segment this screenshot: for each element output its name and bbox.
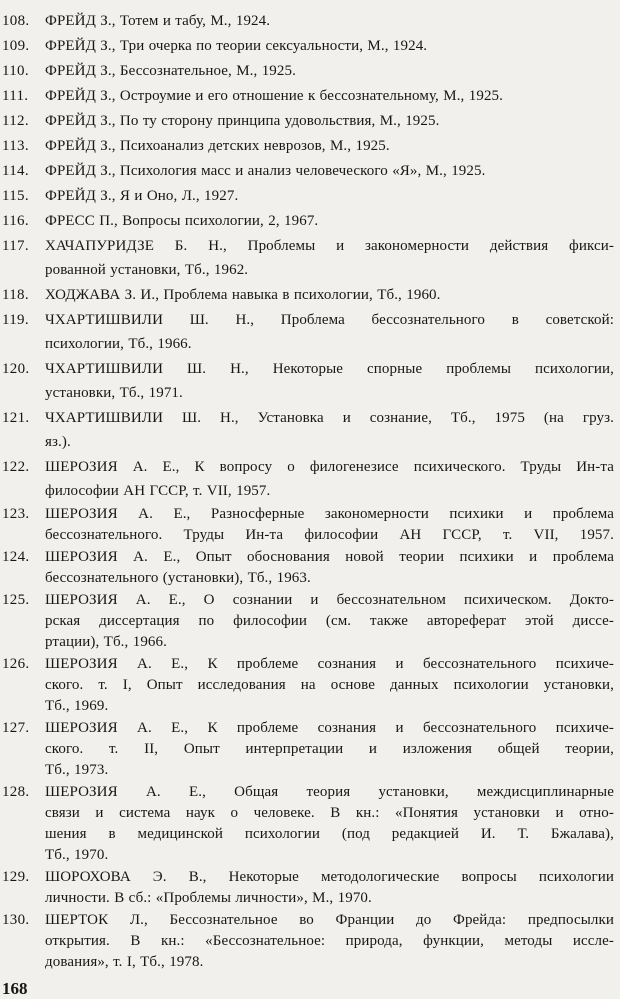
entry-text [45, 234, 614, 282]
entry-line: Тб., 1973. [45, 762, 109, 778]
entry-line: ХАЧАПУРИДЗЕ Б. Н., Проблемы и закономерности действия фикси- [45, 238, 614, 254]
bibliography-entry [0, 867, 614, 909]
entry-text [45, 504, 614, 546]
entry-text [45, 184, 614, 208]
entry-line: бессознательного (установки), Тб., 1963. [45, 570, 311, 586]
entry-line: ского. т. II, Опыт интерпретации и изложения общей теории, [45, 741, 614, 757]
entry-number: 114. [2, 163, 29, 179]
entry-line: ХОДЖАВА З. И., Проблема навыка в психологии, Тб., 1960. [45, 287, 441, 303]
entry-line: ФРЕЙД З., Психология масс и анализ человеческого «Я», М., 1925. [45, 163, 486, 179]
entry-number: 123. [2, 506, 30, 522]
entry-line: ШЕРОЗИЯ А. Е., Разносферные закономерности психики и проблема [45, 506, 614, 522]
entry-text [45, 718, 614, 781]
entry-text [45, 867, 614, 909]
entry-number: 119. [2, 312, 29, 328]
entry-number: 126. [2, 656, 30, 672]
entry-text [45, 159, 614, 183]
entry-text [45, 84, 614, 108]
entry-line: ЧХАРТИШВИЛИ Ш. Н., Установка и сознание, Тб., 1975 (на груз. [45, 410, 614, 426]
bibliography-entry [0, 718, 614, 781]
entry-line: открытия. В кн.: «Бессознательное: природа, функции, методы иссле- [45, 933, 614, 949]
entry-text [45, 910, 614, 973]
entry-line: ФРЕСС П., Вопросы психологии, 2, 1967. [45, 213, 319, 229]
bibliography-entry [0, 283, 614, 307]
entry-number: 120. [2, 361, 30, 377]
entry-line: ЧХАРТИШВИЛИ Ш. Н., Некоторые спорные проблемы психологии, [45, 361, 614, 377]
entry-number: 122. [2, 459, 30, 475]
bibliography-entry [0, 184, 614, 208]
entry-line: ШЕРОЗИЯ А. Е., К вопросу о филогенезисе психического. Труды Ин-та [45, 459, 614, 475]
entry-number: 115. [2, 188, 29, 204]
entry-number: 109. [2, 38, 30, 54]
bibliography-entry [0, 234, 614, 282]
entry-text [45, 59, 614, 83]
entry-line: ского. т. I, Опыт исследования на основе данных психологии установки, [45, 677, 614, 693]
bibliography-list [0, 9, 614, 973]
entry-line: ШЕРТОК Л., Бессознательное во Франции до Фрейда: предпосылки [45, 912, 614, 928]
bibliography-entry [0, 910, 614, 973]
entry-number: 129. [2, 869, 30, 885]
bibliography-entry [0, 782, 614, 866]
entry-number: 110. [2, 63, 29, 79]
bibliography-entry [0, 547, 614, 589]
entry-line: личности. В сб.: «Проблемы личности», М., 1970. [45, 890, 372, 906]
entry-line: ШЕРОЗИЯ А. Е., К проблеме сознания и бессознательного психиче- [45, 656, 614, 672]
entry-number: 112. [2, 113, 29, 129]
entry-number: 118. [2, 287, 29, 303]
bibliography-entry [0, 9, 614, 33]
entry-line: ФРЕЙД З., Я и Оно, Л., 1927. [45, 188, 239, 204]
entry-line: психологии, Тб., 1966. [45, 336, 192, 352]
bibliography-entry [0, 59, 614, 83]
entry-line: связи и система наук о человеке. В кн.: «Понятия установки и отно- [45, 805, 614, 821]
entry-line: философии АН ГССР, т. VII, 1957. [45, 483, 271, 499]
bibliography-entry [0, 406, 614, 454]
entry-line: Тб., 1969. [45, 698, 109, 714]
entry-number: 128. [2, 784, 30, 800]
entry-line: рская диссертация по философии (см. также автореферат этой диссе- [45, 613, 614, 629]
entry-line: ШЕРОЗИЯ А. Е., Опыт обоснования новой теории психики и проблема [45, 549, 614, 565]
entry-text [45, 547, 614, 589]
bibliography-entry [0, 34, 614, 58]
entry-line: ФРЕЙД З., Бессознательное, М., 1925. [45, 63, 296, 79]
entry-line: ЧХАРТИШВИЛИ Ш. Н., Проблема бессознательного в советской: [45, 312, 614, 328]
bibliography-entry [0, 654, 614, 717]
entry-text [45, 134, 614, 158]
entry-line: бессознательного. Труды Ин-та философии АН ГССР, т. VII, 1957. [45, 527, 614, 543]
entry-text [45, 308, 614, 356]
entry-text [45, 455, 614, 503]
entry-text [45, 34, 614, 58]
entry-line: ШОРОХОВА Э. В., Некоторые методологические вопросы психологии [45, 869, 614, 885]
entry-number: 108. [2, 13, 30, 29]
bibliography-entry [0, 134, 614, 158]
entry-text [45, 406, 614, 454]
entry-line: установки, Тб., 1971. [45, 385, 183, 401]
entry-line: ФРЕЙД З., По ту сторону принципа удовольствия, М., 1925. [45, 113, 440, 129]
bibliography-entry [0, 357, 614, 405]
entry-line: ртации), Тб., 1966. [45, 634, 167, 650]
entry-number: 113. [2, 138, 29, 154]
bibliography-entry [0, 84, 614, 108]
entry-line: ФРЕЙД З., Три очерка по теории сексуальности, М., 1924. [45, 38, 428, 54]
entry-line: ШЕРОЗИЯ А. Е., Общая теория установки, междисциплинарные [45, 784, 614, 800]
entry-number: 121. [2, 410, 30, 426]
entry-text [45, 590, 614, 653]
bibliography-entry [0, 455, 614, 503]
bibliography-entry [0, 308, 614, 356]
entry-number: 111. [2, 88, 29, 104]
entry-number: 127. [2, 720, 30, 736]
entry-line: яз.). [45, 434, 71, 450]
entry-text [45, 209, 614, 233]
entry-text [45, 357, 614, 405]
entry-line: ФРЕЙД З., Психоанализ детских неврозов, М., 1925. [45, 138, 390, 154]
bibliography-entry [0, 209, 614, 233]
entry-line: ФРЕЙД З., Остроумие и его отношение к бессознательному, М., 1925. [45, 88, 503, 104]
entry-text [45, 109, 614, 133]
entry-line: дования», т. I, Тб., 1978. [45, 954, 204, 970]
bibliography-entry [0, 504, 614, 546]
bibliography-entry [0, 159, 614, 183]
entry-line: Тб., 1970. [45, 847, 109, 863]
entry-text [45, 9, 614, 33]
entry-number: 116. [2, 213, 29, 229]
entry-line: ФРЕЙД З., Тотем и табу, М., 1924. [45, 13, 271, 29]
entry-text [45, 654, 614, 717]
page-number: 168 [2, 979, 28, 998]
bibliography-entry [0, 109, 614, 133]
entry-number: 117. [2, 238, 29, 254]
bibliography-entry [0, 590, 614, 653]
entry-line: ШЕРОЗИЯ А. Е., К проблеме сознания и бессознательного психиче- [45, 720, 614, 736]
entry-line: рованной установки, Тб., 1962. [45, 262, 249, 278]
entry-line: ШЕРОЗИЯ А. Е., О сознании и бессознательном психическом. Докто- [45, 592, 614, 608]
entry-text [45, 283, 614, 307]
entry-number: 130. [2, 912, 30, 928]
entry-number: 125. [2, 592, 30, 608]
entry-number: 124. [2, 549, 30, 565]
entry-text [45, 782, 614, 866]
entry-line: шения в медицинской психологии (под редакцией И. Т. Бжалава), [45, 826, 614, 842]
